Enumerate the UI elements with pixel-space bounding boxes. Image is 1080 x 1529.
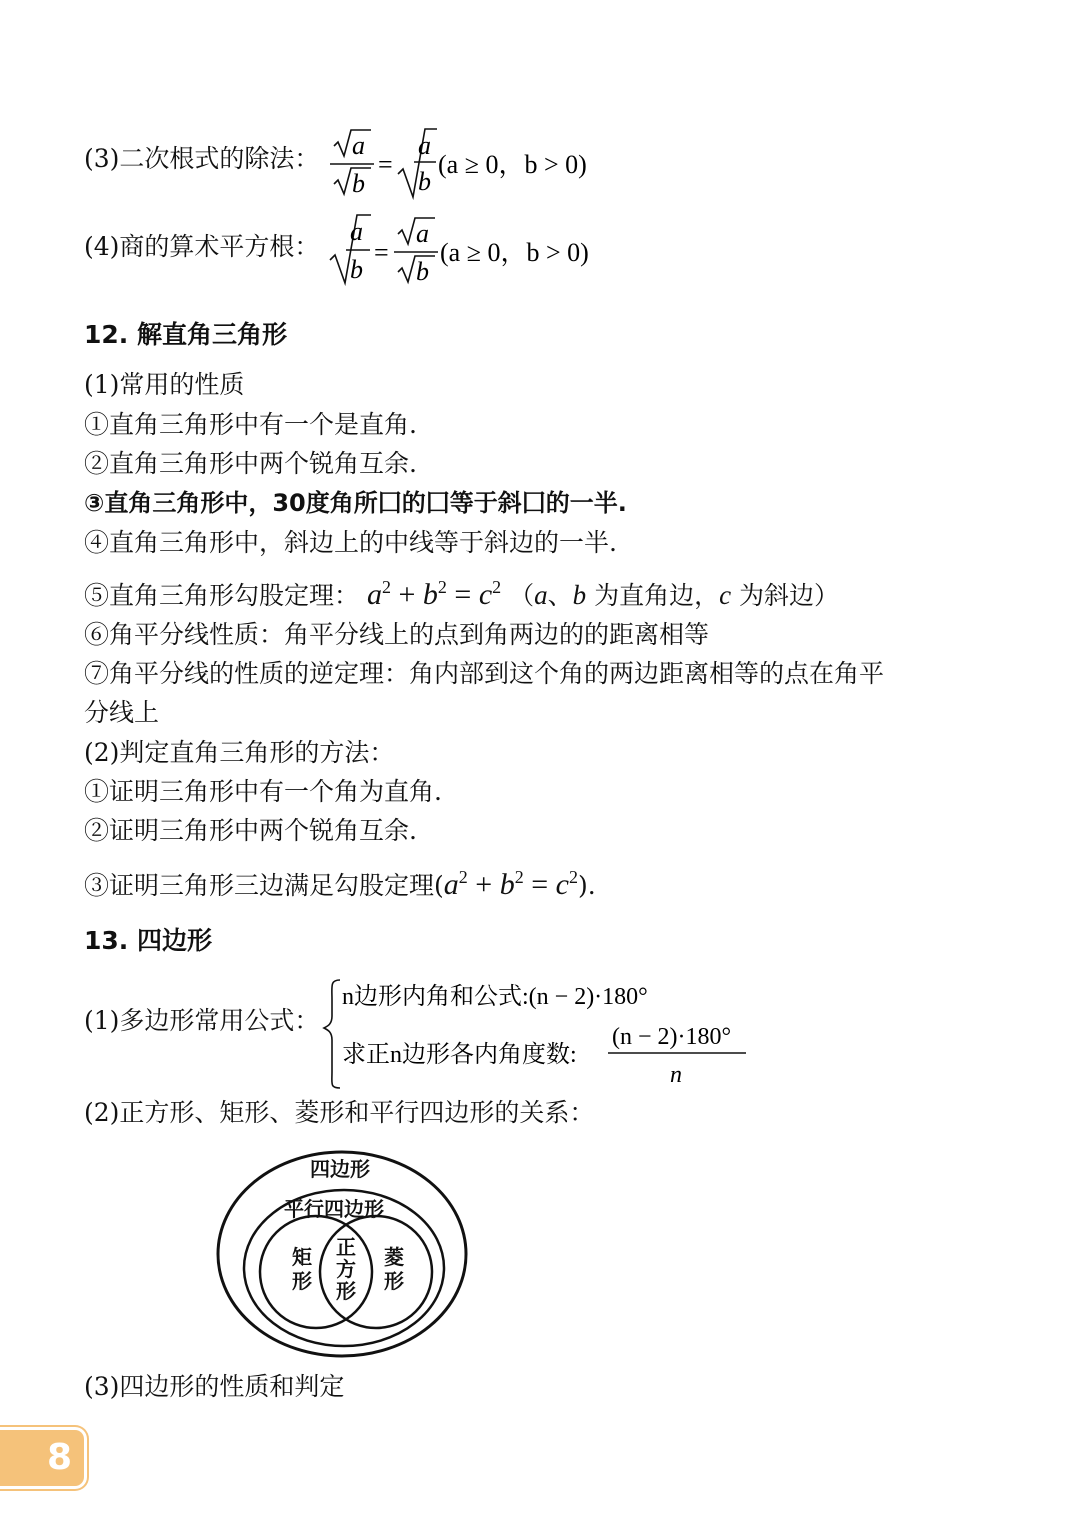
pythagoras-formula: $a^2 + b^2 = c^2$: [366, 577, 502, 611]
venn-label-rhombus-2: 形: [384, 1269, 404, 1293]
method-3-formula: $a^2 + b^2 = c^2$: [443, 867, 578, 901]
formula-interior: n边形内角和公式:(n − 2)·180°: [342, 984, 648, 1010]
svg-text:b: b: [418, 167, 431, 196]
polygon-formulas: [322, 976, 762, 1092]
venn-label-square-3: 形: [336, 1279, 356, 1303]
svg-text:a: a: [416, 219, 429, 248]
quotient-label: (4)商的算术平方根：: [84, 232, 320, 261]
property-7-cont: 分线上: [84, 698, 160, 727]
formula-regular-num: (n − 2)·180°: [612, 1024, 732, 1050]
svg-text:=: =: [374, 238, 389, 267]
venn-label-square-1: 正: [336, 1235, 356, 1259]
property-4: ④直角三角形中，斜边上的中线等于斜边的一半.: [84, 528, 617, 557]
property-1: ①直角三角形中有一个是直角.: [84, 410, 417, 439]
method-2: ②证明三角形中两个锐角互余.: [84, 816, 417, 845]
division-condition: (a ≥ 0，b > 0): [438, 150, 587, 179]
svg-text:b: b: [416, 257, 429, 286]
division-label: (3)二次根式的除法：: [84, 144, 320, 173]
section-13-sub3: (3)四边形的性质和判定: [84, 1372, 345, 1401]
quotient-formula: [330, 214, 630, 294]
formula-regular-den: n: [670, 1062, 682, 1088]
page-number-badge: [0, 1427, 87, 1489]
venn-label-parallelogram: 平行四边形: [284, 1197, 384, 1221]
venn-label-quadrilateral: 四边形: [310, 1157, 370, 1181]
property-7: ⑦角平分线的性质的逆定理：角内部到这个角的两边距离相等的点在角平: [84, 659, 885, 688]
venn-label-rhombus-1: 菱: [384, 1245, 404, 1269]
section-13-title: 13. 四边形: [84, 926, 212, 955]
svg-text:b: b: [352, 169, 365, 198]
section-13-sub2: (2)正方形、矩形、菱形和平行四边形的关系：: [84, 1098, 595, 1127]
venn-label-rectangle-2: 形: [292, 1269, 312, 1293]
method-3: ③证明三角形三边满足勾股定理$(a^2 + b^2 = c^2)$.: [84, 867, 596, 901]
property-3: ③直角三角形中，30度角所囗的囗等于斜囗的一半.: [84, 489, 627, 517]
property-5: [84, 570, 839, 613]
svg-text:=: =: [378, 150, 393, 179]
svg-text:a: a: [352, 131, 365, 160]
quadrilateral-venn-diagram: [214, 1146, 470, 1360]
division-formula: [330, 128, 610, 204]
pythagoras-note: （a、b 为直角边，c 为斜边）: [509, 580, 840, 610]
svg-text:b: b: [350, 255, 363, 284]
property-6: ⑥角平分线性质：角平分线上的点到角两边的的距离相等: [84, 620, 710, 649]
section-13-sub1: (1)多边形常用公式：: [84, 1006, 320, 1035]
section-12-title: 12. 解直角三角形: [84, 320, 287, 349]
page-number: 8: [46, 1437, 72, 1478]
section-12-sub2: (2)判定直角三角形的方法：: [84, 738, 395, 767]
property-2: ②直角三角形中两个锐角互余.: [84, 449, 417, 478]
svg-text:a: a: [418, 131, 431, 160]
venn-label-rectangle-1: 矩: [292, 1245, 312, 1269]
section-12-sub1: (1)常用的性质: [84, 370, 245, 399]
quotient-condition: (a ≥ 0，b > 0): [440, 238, 589, 267]
property-5-label: ⑤直角三角形勾股定理：: [84, 581, 360, 610]
venn-label-square-2: 方: [336, 1257, 356, 1281]
svg-text:a: a: [350, 217, 363, 246]
formula-regular-label: 求正n边形各内角度数:: [342, 1042, 577, 1068]
method-1: ①证明三角形中有一个角为直角.: [84, 777, 442, 806]
